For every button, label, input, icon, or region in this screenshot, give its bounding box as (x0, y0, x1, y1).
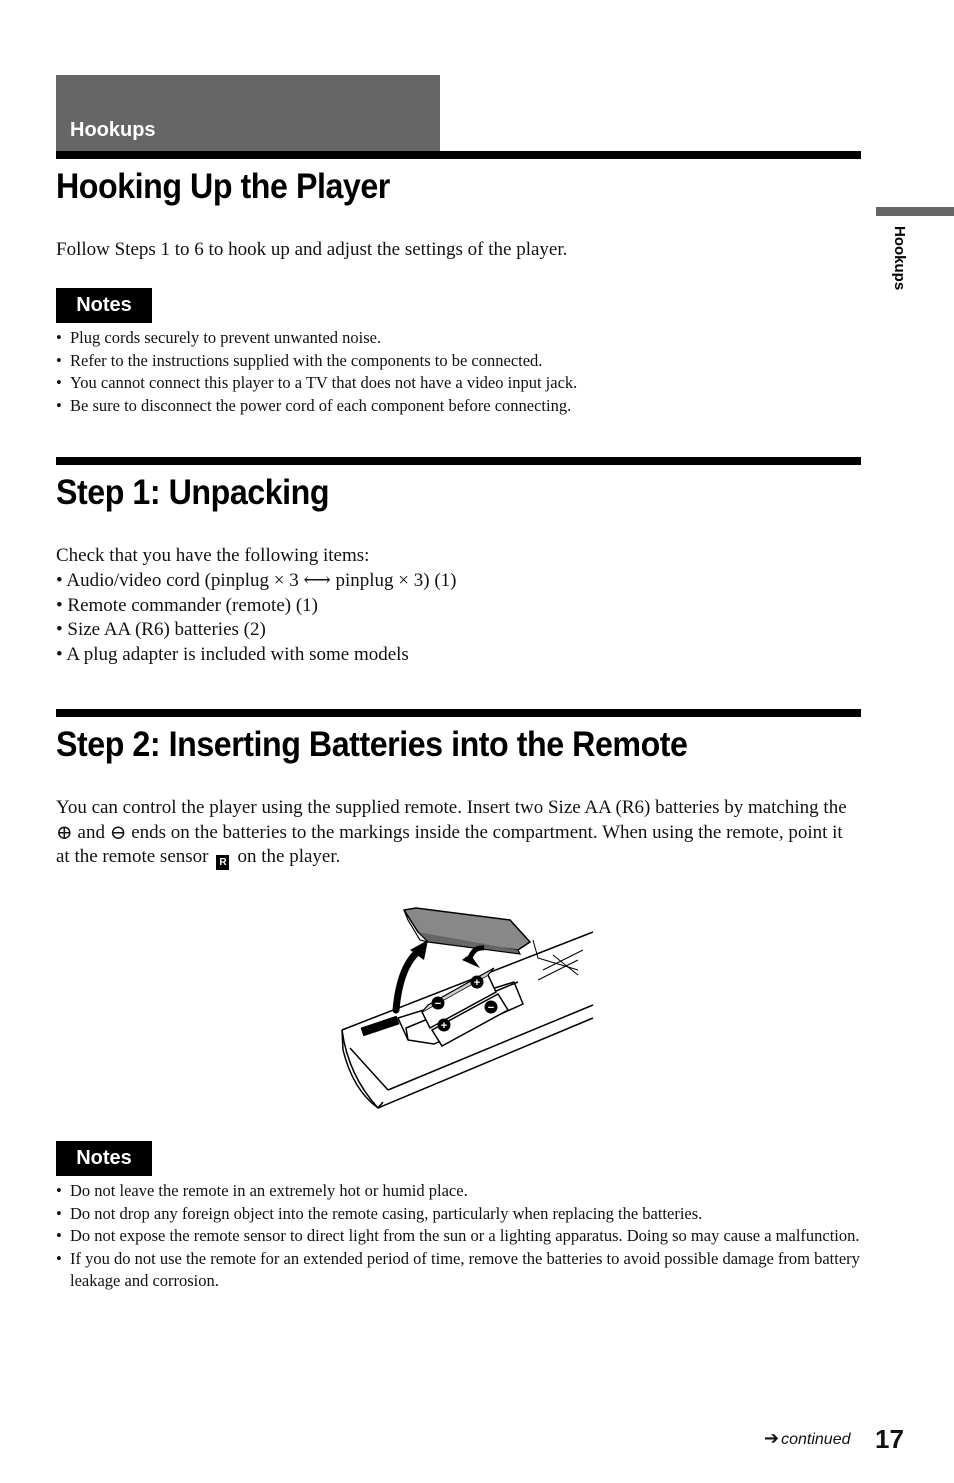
battery-plus-sign: + (473, 977, 481, 989)
note-item: • You cannot connect this player to a TV that does not have a video input jack. (56, 372, 861, 395)
section-tab (56, 75, 440, 153)
notes-list (56, 1180, 861, 1293)
notes-list (56, 327, 861, 417)
note-item: • Be sure to disconnect the power cord of each component before connecting. (56, 395, 861, 418)
battery-insertion-illustration (338, 900, 600, 1115)
note-item: • Do not expose the remote sensor to direct light from the sun or a lighting apparatus. Doing so may cause a malfunction. (56, 1225, 861, 1248)
note-item: • Do not drop any foreign object into the remote casing, particularly when replacing the batteries. (56, 1203, 861, 1226)
intro-paragraph: Follow Steps 1 to 6 to hook up and adjust the settings of the player. (56, 239, 568, 260)
page-title: Hooking Up the Player (56, 167, 390, 206)
text: on the player. (237, 846, 341, 867)
note-item: • Plug cords securely to prevent unwanted noise. (56, 327, 861, 350)
section-rule (56, 709, 861, 717)
notes-badge: Notes (56, 288, 152, 323)
double-arrow-icon: ⟷ (303, 570, 331, 591)
side-tab-label: Hookups (891, 226, 908, 291)
text: ends on the batteries to the markings inside the compartment. When using the remote, point it at the remote sensor (56, 821, 843, 867)
notes-badge: Notes (56, 1141, 152, 1176)
insert-arrow-icon (470, 948, 484, 958)
step1-item-list (56, 569, 456, 668)
minus-circle-icon: ⊖ (109, 821, 127, 844)
arrow-right-icon: ➔ (764, 1428, 780, 1448)
step1-heading: Step 1: Unpacking (56, 473, 330, 512)
step2-heading: Step 2: Inserting Batteries into the Remote (56, 725, 688, 764)
insert-arrowhead (462, 954, 480, 968)
battery-minus-sign: − (487, 1002, 495, 1014)
text: and (77, 821, 105, 843)
item-text: • Audio/video cord (pinplug × 3 (56, 570, 299, 591)
page-number: 17 (875, 1424, 904, 1454)
remote-sensor-icon: R (216, 855, 229, 870)
item-text: pinplug × 3) (1) (335, 570, 457, 591)
note-item: • Do not leave the remote in an extremely hot or humid place. (56, 1180, 861, 1203)
section-tab-label: Hookups (70, 119, 156, 141)
side-tab-bar (876, 207, 954, 216)
note-item: • If you do not use the remote for an extended period of time, remove the batteries to avoid possible damage from battery leakage and corrosion. (56, 1248, 861, 1293)
section-rule (56, 457, 861, 465)
list-item: • A plug adapter is included with some models (56, 644, 409, 666)
step2-paragraph (56, 796, 851, 870)
continued-indicator (764, 1428, 850, 1449)
note-item: • Refer to the instructions supplied with the components to be connected. (56, 350, 861, 373)
plus-circle-icon: ⊕ (56, 821, 73, 844)
battery-minus-sign: − (434, 998, 442, 1010)
list-item (56, 569, 456, 594)
text: You can control the player using the supplied remote. Insert two Size AA (R6) batteries by matching the (56, 797, 847, 818)
battery-plus-sign: + (440, 1020, 448, 1032)
list-item: • Remote commander (remote) (1) (56, 594, 318, 616)
continued-label: continued (781, 1431, 851, 1448)
slide-arrow-icon (362, 1020, 398, 1032)
list-item: • Size AA (R6) batteries (2) (56, 619, 266, 641)
step1-intro: Check that you have the following items: (56, 545, 370, 566)
section-rule (56, 151, 861, 159)
